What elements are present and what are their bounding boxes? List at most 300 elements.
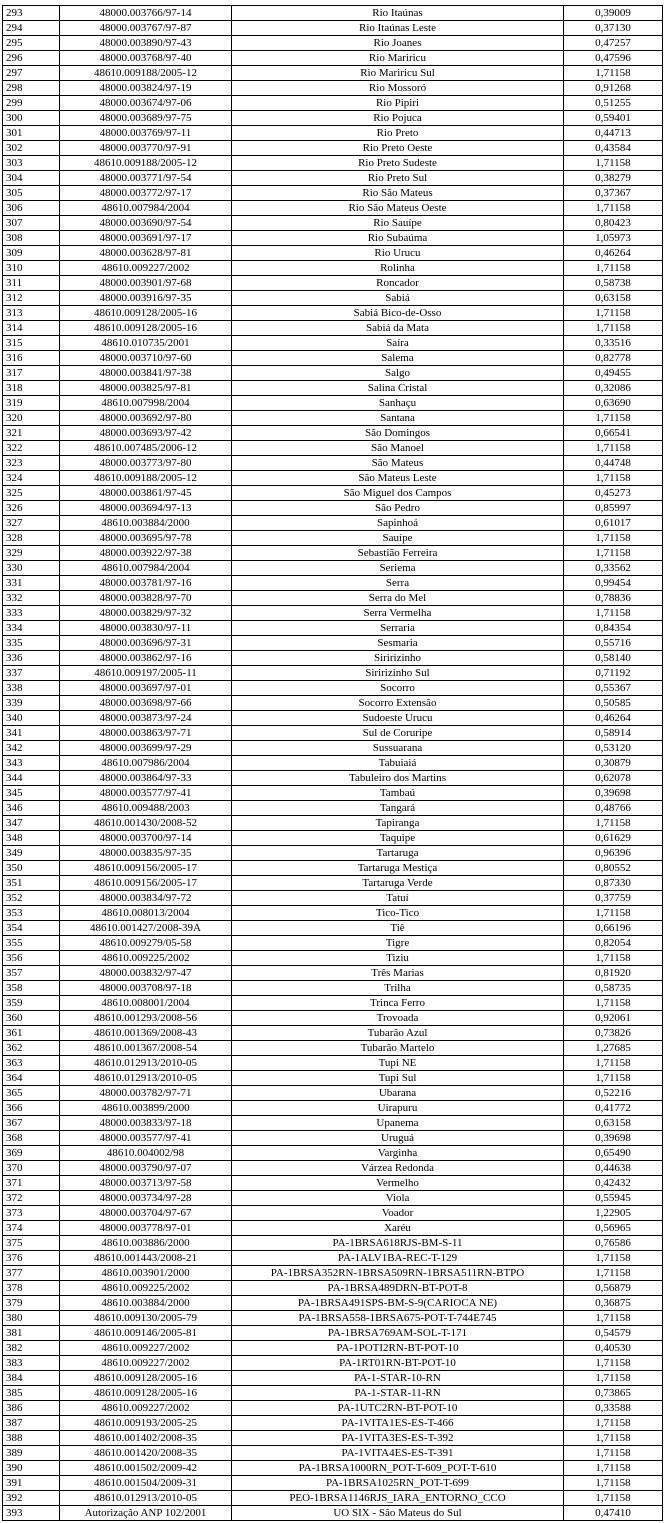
process-number-cell: 48610.008013/2004 [60,906,232,921]
table-row [3,1356,663,1371]
table-row [3,96,663,111]
table-row [3,1311,663,1326]
value-cell: 0,50585 [564,696,663,711]
process-number-cell: 48000.003782/97-71 [60,1086,232,1101]
process-number-cell: 48000.003830/97-11 [60,621,232,636]
value-cell: 1,71158 [564,531,663,546]
value-cell: 1,71158 [564,441,663,456]
value-cell: 1,71158 [564,1266,663,1281]
process-number-cell: 48000.003768/97-40 [60,51,232,66]
field-name-cell: PA-1-STAR-10-RN [232,1371,564,1386]
table-row [3,696,663,711]
row-number-cell: 337 [3,666,60,681]
value-cell: 0,82778 [564,351,663,366]
table-row [3,1086,663,1101]
value-cell: 0,33588 [564,1401,663,1416]
field-name-cell: Viola [232,1191,564,1206]
field-name-cell: PA-1BRSA558-1BRSA675-POT-T-744E745 [232,1311,564,1326]
table-row [3,891,663,906]
field-name-cell: Sabiá da Mata [232,321,564,336]
field-name-cell: Tubarão Azul [232,1026,564,1041]
row-number-cell: 316 [3,351,60,366]
process-number-cell: 48000.003692/97-80 [60,411,232,426]
row-number-cell: 348 [3,831,60,846]
value-cell: 1,71158 [564,906,663,921]
row-number-cell: 376 [3,1251,60,1266]
table-row [3,276,663,291]
process-number-cell: 48610.007984/2004 [60,561,232,576]
value-cell: 1,71158 [564,996,663,1011]
process-number-cell: 48000.003694/97-13 [60,501,232,516]
field-name-cell: Rio São Mateus [232,186,564,201]
value-cell: 0,36875 [564,1296,663,1311]
process-number-cell: 48610.003884/2000 [60,516,232,531]
field-name-cell: Upanema [232,1116,564,1131]
row-number-cell: 323 [3,456,60,471]
table-row [3,216,663,231]
field-name-cell: Sesmaria [232,636,564,651]
value-cell: 0,44748 [564,456,663,471]
process-number-cell: 48610.001443/2008-21 [60,1251,232,1266]
row-number-cell: 359 [3,996,60,1011]
process-number-cell: 48610.009130/2005-79 [60,1311,232,1326]
field-name-cell: Serraria [232,621,564,636]
table-row [3,756,663,771]
table-row [3,561,663,576]
field-name-cell: Tubarão Martelo [232,1041,564,1056]
process-number-cell: 48610.008001/2004 [60,996,232,1011]
row-number-cell: 386 [3,1401,60,1416]
row-number-cell: 322 [3,441,60,456]
process-number-cell: 48610.009227/2002 [60,261,232,276]
process-number-cell: 48610.009225/2002 [60,1281,232,1296]
table-row [3,171,663,186]
row-number-cell: 294 [3,21,60,36]
value-cell: 0,45273 [564,486,663,501]
value-cell: 0,58914 [564,726,663,741]
value-cell: 0,55367 [564,681,663,696]
field-name-cell: Rio Preto Sudeste [232,156,564,171]
table-row [3,771,663,786]
field-name-cell: Uirapuru [232,1101,564,1116]
process-number-cell: 48610.001420/2008-35 [60,1446,232,1461]
process-number-cell: 48000.003767/97-87 [60,21,232,36]
row-number-cell: 391 [3,1476,60,1491]
row-number-cell: 349 [3,846,60,861]
value-cell: 1,71158 [564,1491,663,1506]
process-number-cell: 48610.012913/2010-05 [60,1071,232,1086]
field-name-cell: Tigre [232,936,564,951]
table-row [3,1191,663,1206]
table-row [3,1416,663,1431]
field-name-cell: PA-1VITA1ES-ES-T-466 [232,1416,564,1431]
table-row [3,816,663,831]
row-number-cell: 340 [3,711,60,726]
value-cell: 0,39009 [564,6,663,21]
table-row [3,411,663,426]
process-number-cell: 48000.003832/97-47 [60,966,232,981]
row-number-cell: 367 [3,1116,60,1131]
value-cell: 0,39698 [564,786,663,801]
value-cell: 0,55945 [564,1191,663,1206]
row-number-cell: 318 [3,381,60,396]
field-name-cell: Trilha [232,981,564,996]
row-number-cell: 389 [3,1446,60,1461]
process-number-cell: 48610.009128/2005-16 [60,1386,232,1401]
value-cell: 0,44713 [564,126,663,141]
row-number-cell: 373 [3,1206,60,1221]
field-name-cell: PA-1BRSA352RN-1BRSA509RN-1BRSA511RN-BTPO [232,1266,564,1281]
field-name-cell: Sapinhoá [232,516,564,531]
process-number-cell: 48000.003734/97-28 [60,1191,232,1206]
field-name-cell: PA-1BRSA769AM-SOL-T-171 [232,1326,564,1341]
row-number-cell: 350 [3,861,60,876]
value-cell: 0,96396 [564,846,663,861]
row-number-cell: 325 [3,486,60,501]
value-cell: 1,71158 [564,1071,663,1086]
field-name-cell: Trinca Ferro [232,996,564,1011]
value-cell: 0,66541 [564,426,663,441]
table-row [3,681,663,696]
process-number-cell: 48000.003698/97-66 [60,696,232,711]
value-cell: 0,61629 [564,831,663,846]
process-number-cell: 48610.009128/2005-16 [60,1371,232,1386]
process-number-cell: 48000.003890/97-43 [60,36,232,51]
row-number-cell: 310 [3,261,60,276]
field-name-cell: UO SIX - São Mateus do Sul [232,1506,564,1521]
field-name-cell: PA-1RT01RN-BT-POT-10 [232,1356,564,1371]
field-name-cell: Ubarana [232,1086,564,1101]
process-number-cell: 48000.003693/97-42 [60,426,232,441]
value-cell: 0,71192 [564,666,663,681]
field-name-cell: Rio Itaúnas [232,6,564,21]
table-row [3,1491,663,1506]
process-number-cell: 48610.009156/2005-17 [60,876,232,891]
table-row [3,1401,663,1416]
process-number-cell: 48610.007485/2006-12 [60,441,232,456]
process-number-cell: 48610.009227/2002 [60,1356,232,1371]
field-name-cell: Vermelho [232,1176,564,1191]
row-number-cell: 326 [3,501,60,516]
field-name-cell: Sebastião Ferreira [232,546,564,561]
row-number-cell: 308 [3,231,60,246]
table-row [3,636,663,651]
field-name-cell: PA-1BRSA1025RN_POT-T-699 [232,1476,564,1491]
value-cell: 1,71158 [564,201,663,216]
row-number-cell: 320 [3,411,60,426]
row-number-cell: 360 [3,1011,60,1026]
process-number-cell: 48610.010735/2001 [60,336,232,351]
field-name-cell: Santana [232,411,564,426]
row-number-cell: 380 [3,1311,60,1326]
process-number-cell: 48000.003770/97-91 [60,141,232,156]
value-cell: 1,71158 [564,606,663,621]
field-name-cell: PA-1VITA3ES-ES-T-392 [232,1431,564,1446]
process-number-cell: 48000.003922/97-38 [60,546,232,561]
row-number-cell: 365 [3,1086,60,1101]
field-name-cell: Salina Cristal [232,381,564,396]
row-number-cell: 383 [3,1356,60,1371]
value-cell: 0,58738 [564,276,663,291]
table-row [3,666,663,681]
table-row [3,951,663,966]
table-row [3,1071,663,1086]
field-name-cell: Uruguá [232,1131,564,1146]
table-row [3,906,663,921]
value-cell: 0,47410 [564,1506,663,1521]
row-number-cell: 306 [3,201,60,216]
table-row [3,1371,663,1386]
table-row [3,141,663,156]
row-number-cell: 302 [3,141,60,156]
table-row [3,1011,663,1026]
table-row [3,336,663,351]
process-number-cell: 48000.003841/97-38 [60,366,232,381]
field-name-cell: PA-1BRSA491SPS-BM-S-9(CARIOCA NE) [232,1296,564,1311]
row-number-cell: 388 [3,1431,60,1446]
table-row [3,576,663,591]
process-number-cell: 48610.009225/2002 [60,951,232,966]
table-row [3,861,663,876]
process-number-cell: 48000.003690/97-54 [60,216,232,231]
row-number-cell: 364 [3,1071,60,1086]
process-number-cell: 48610.001369/2008-43 [60,1026,232,1041]
table-row [3,591,663,606]
field-name-cell: Trovoada [232,1011,564,1026]
process-number-cell: 48000.003901/97-68 [60,276,232,291]
row-number-cell: 293 [3,6,60,21]
process-number-cell: 48610.001402/2008-35 [60,1431,232,1446]
table-row [3,876,663,891]
table-row [3,1506,663,1521]
table-row [3,81,663,96]
table-row [3,126,663,141]
row-number-cell: 334 [3,621,60,636]
value-cell: 0,56965 [564,1221,663,1236]
table-row [3,1326,663,1341]
value-cell: 1,71158 [564,1416,663,1431]
table-row [3,801,663,816]
value-cell: 1,71158 [564,471,663,486]
table-row [3,441,663,456]
field-name-cell: Salgo [232,366,564,381]
row-number-cell: 332 [3,591,60,606]
field-name-cell: Tapiranga [232,816,564,831]
table-row [3,156,663,171]
field-name-cell: Sauípe [232,531,564,546]
process-number-cell: 48000.003790/97-07 [60,1161,232,1176]
table-row [3,486,663,501]
value-cell: 0,30879 [564,756,663,771]
process-number-cell: 48610.001504/2009-31 [60,1476,232,1491]
field-name-cell: Três Marias [232,966,564,981]
value-cell: 1,05973 [564,231,663,246]
row-number-cell: 336 [3,651,60,666]
row-number-cell: 352 [3,891,60,906]
field-name-cell: São Domingos [232,426,564,441]
value-cell: 0,48766 [564,801,663,816]
row-number-cell: 321 [3,426,60,441]
process-number-cell: 48000.003704/97-67 [60,1206,232,1221]
value-cell: 0,61017 [564,516,663,531]
value-cell: 0,54579 [564,1326,663,1341]
row-number-cell: 368 [3,1131,60,1146]
field-name-cell: Rio São Mateus Oeste [232,201,564,216]
table-row [3,6,663,21]
row-number-cell: 324 [3,471,60,486]
table-row [3,231,663,246]
table-row [3,1461,663,1476]
table-row [3,981,663,996]
process-number-cell: Autorização ANP 102/2001 [60,1506,232,1521]
value-cell: 1,71158 [564,66,663,81]
value-cell: 0,63158 [564,1116,663,1131]
value-cell: 0,58735 [564,981,663,996]
row-number-cell: 305 [3,186,60,201]
process-number-cell: 48000.003577/97-41 [60,1131,232,1146]
field-name-cell: Serra [232,576,564,591]
row-number-cell: 333 [3,606,60,621]
row-number-cell: 338 [3,681,60,696]
table-row [3,726,663,741]
row-number-cell: 346 [3,801,60,816]
row-number-cell: 354 [3,921,60,936]
table-row [3,996,663,1011]
field-name-cell: Rio Pipiri [232,96,564,111]
process-number-cell: 48000.003781/97-16 [60,576,232,591]
row-number-cell: 392 [3,1491,60,1506]
process-number-cell: 48610.007984/2004 [60,201,232,216]
value-cell: 0,76586 [564,1236,663,1251]
value-cell: 1,71158 [564,306,663,321]
value-cell: 0,81920 [564,966,663,981]
row-number-cell: 313 [3,306,60,321]
field-name-cell: Várzea Redonda [232,1161,564,1176]
table-row [3,621,663,636]
process-number-cell: 48000.003696/97-31 [60,636,232,651]
value-cell: 0,65490 [564,1146,663,1161]
field-name-cell: Tartaruga Mestiça [232,861,564,876]
table-row [3,936,663,951]
field-name-cell: Rio Sauípe [232,216,564,231]
table-row [3,321,663,336]
value-cell: 0,59401 [564,111,663,126]
row-number-cell: 362 [3,1041,60,1056]
value-cell: 0,92061 [564,1011,663,1026]
process-number-cell: 48000.003708/97-18 [60,981,232,996]
field-name-cell: Tiziu [232,951,564,966]
value-cell: 0,37130 [564,21,663,36]
field-name-cell: São Mateus [232,456,564,471]
row-number-cell: 381 [3,1326,60,1341]
field-name-cell: São Manoel [232,441,564,456]
field-name-cell: Socorro [232,681,564,696]
table-row [3,246,663,261]
value-cell: 0,42432 [564,1176,663,1191]
table-row [3,741,663,756]
row-number-cell: 343 [3,756,60,771]
table-row [3,1251,663,1266]
process-number-cell: 48000.003863/97-71 [60,726,232,741]
field-name-cell: PA-1ALV1BA-REC-T-129 [232,1251,564,1266]
value-cell: 1,71158 [564,156,663,171]
table-row [3,921,663,936]
process-number-cell: 48000.003862/97-16 [60,651,232,666]
table-row [3,1206,663,1221]
row-number-cell: 317 [3,366,60,381]
process-number-cell: 48610.001430/2008-52 [60,816,232,831]
row-number-cell: 307 [3,216,60,231]
value-cell: 1,71158 [564,816,663,831]
row-number-cell: 309 [3,246,60,261]
row-number-cell: 382 [3,1341,60,1356]
row-number-cell: 355 [3,936,60,951]
row-number-cell: 379 [3,1296,60,1311]
row-number-cell: 370 [3,1161,60,1176]
value-cell: 0,41772 [564,1101,663,1116]
process-number-cell: 48610.009128/2005-16 [60,306,232,321]
row-number-cell: 384 [3,1371,60,1386]
row-number-cell: 330 [3,561,60,576]
field-name-cell: Siririzinho [232,651,564,666]
process-number-cell: 48610.001502/2009-42 [60,1461,232,1476]
row-number-cell: 314 [3,321,60,336]
table-row [3,531,663,546]
table-row [3,1131,663,1146]
process-number-cell: 48000.003861/97-45 [60,486,232,501]
field-name-cell: Sul de Coruripe [232,726,564,741]
process-number-cell: 48000.003577/97-41 [60,786,232,801]
field-name-cell: Rio Joanes [232,36,564,51]
field-name-cell: Rio Preto Oeste [232,141,564,156]
table-row [3,1221,663,1236]
row-number-cell: 319 [3,396,60,411]
row-number-cell: 300 [3,111,60,126]
row-number-cell: 393 [3,1506,60,1521]
field-name-cell: Socorro Extensão [232,696,564,711]
value-cell: 1,71158 [564,546,663,561]
process-number-cell: 48610.001367/2008-54 [60,1041,232,1056]
process-number-cell: 48000.003772/97-17 [60,186,232,201]
value-cell: 1,71158 [564,1371,663,1386]
process-number-cell: 48000.003835/97-35 [60,846,232,861]
field-name-cell: Sussuarana [232,741,564,756]
process-number-cell: 48610.007986/2004 [60,756,232,771]
process-number-cell: 48000.003771/97-54 [60,171,232,186]
row-number-cell: 374 [3,1221,60,1236]
field-name-cell: Saíra [232,336,564,351]
field-name-cell: Tico-Tico [232,906,564,921]
row-number-cell: 351 [3,876,60,891]
value-cell: 0,87330 [564,876,663,891]
process-number-cell: 48610.009146/2005-81 [60,1326,232,1341]
value-cell: 0,99454 [564,576,663,591]
process-number-cell: 48000.003834/97-72 [60,891,232,906]
field-name-cell: Salema [232,351,564,366]
value-cell: 0,73826 [564,1026,663,1041]
row-number-cell: 328 [3,531,60,546]
field-name-cell: São Miguel dos Campos [232,486,564,501]
row-number-cell: 369 [3,1146,60,1161]
field-name-cell: Rio Itaúnas Leste [232,21,564,36]
field-name-cell: PA-1BRSA489DRN-BT-POT-8 [232,1281,564,1296]
process-number-cell: 48000.003697/97-01 [60,681,232,696]
row-number-cell: 366 [3,1101,60,1116]
field-name-cell: PEO-1BRSA1146RJS_IARA_ENTORNO_CCO [232,1491,564,1506]
value-cell: 1,71158 [564,1056,663,1071]
process-number-cell: 48000.003833/97-18 [60,1116,232,1131]
process-number-cell: 48000.003864/97-33 [60,771,232,786]
